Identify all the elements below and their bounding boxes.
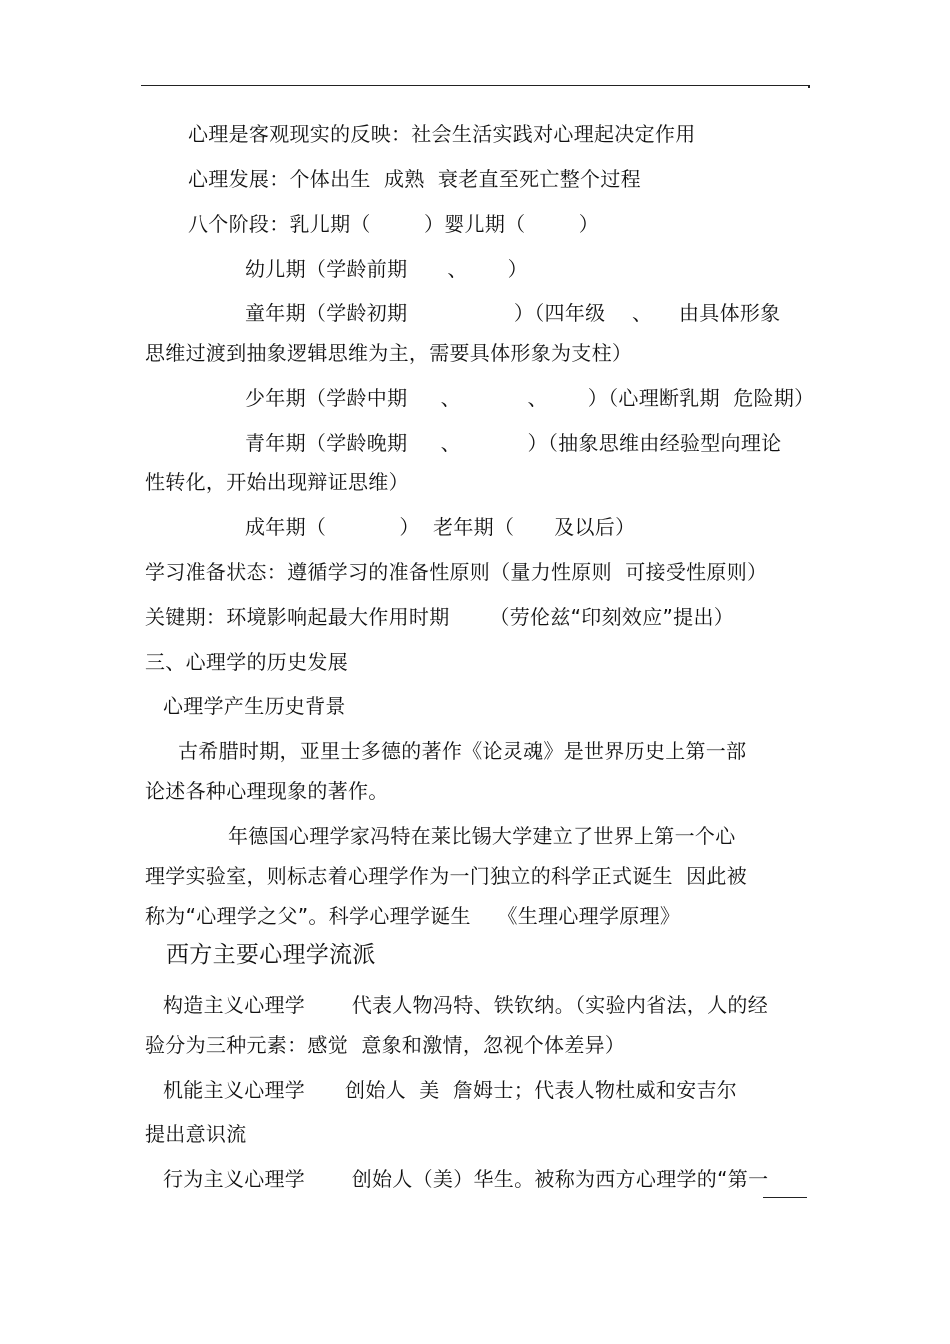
text-line-17: 年德国心理学家冯特在莱比锡大学建立了世界上第一个心 — [228, 824, 736, 848]
text-line-21: 构造主义心理学 代表人物冯特、铁钦纳。（实验内省法，人的经 — [163, 993, 769, 1017]
text-line-16: 论述各种心理现象的著作。 — [145, 779, 389, 803]
underline-mark — [763, 1197, 807, 1198]
text-line-6: 思维过渡到抽象逻辑思维为主，需要具体形象为支柱） — [145, 341, 633, 365]
text-line-1: 心理是客观现实的反映：社会生活实践对心理起决定作用 — [188, 122, 696, 146]
text-line-15: 古希腊时期，亚里士多德的著作《论灵魂》是世界历史上第一部 — [178, 739, 747, 763]
section-heading-history: 三、心理学的历史发展 — [145, 650, 348, 674]
text-line-7: 少年期（学龄中期 、 、 ）（心理断乳期 危险期） — [245, 386, 815, 410]
text-line-5: 童年期（学龄初期 ）（四年级 、 由具体形象 — [245, 301, 781, 325]
text-line-18: 理学实验室，则标志着心理学作为一门独立的科学正式诞生 因此被 — [145, 864, 748, 888]
subheading-background: 心理学产生历史背景 — [163, 694, 346, 718]
text-line-11: 学习准备状态：遵循学习的准备性原则（量力性原则 可接受性原则） — [145, 560, 768, 584]
text-line-8: 青年期（学龄晚期 、 ）（抽象思维由经验型向理论 — [245, 431, 782, 455]
text-line-23: 机能主义心理学 创始人 美 詹姆士；代表人物杜威和安吉尔 — [163, 1078, 738, 1102]
header-rule — [141, 85, 810, 86]
text-line-12: 关键期：环境影响起最大作用时期 （劳伦兹“印刻效应”提出） — [145, 605, 735, 629]
heading-western-schools: 西方主要心理学流派 — [166, 942, 376, 968]
text-line-22: 验分为三种元素：感觉 意象和激情，忽视个体差异） — [145, 1033, 626, 1057]
text-line-9: 性转化，开始出现辩证思维） — [145, 470, 409, 494]
header-rule-tick — [808, 85, 810, 88]
text-line-24: 提出意识流 — [145, 1122, 247, 1146]
text-line-10: 成年期（ ） 老年期（ 及以后） — [245, 515, 636, 539]
text-line-3: 八个阶段：乳儿期（ ）婴儿期（ ） — [188, 212, 600, 236]
text-line-2: 心理发展：个体出生 成熟 衰老直至死亡整个过程 — [188, 167, 641, 191]
text-line-19: 称为“心理学之父”。科学心理学诞生 《生理心理学原理》 — [145, 904, 681, 928]
text-line-25: 行为主义心理学 创始人（美）华生。被称为西方心理学的“第一 — [163, 1167, 769, 1191]
text-line-4: 幼儿期（学龄前期 、 ） — [245, 257, 528, 281]
